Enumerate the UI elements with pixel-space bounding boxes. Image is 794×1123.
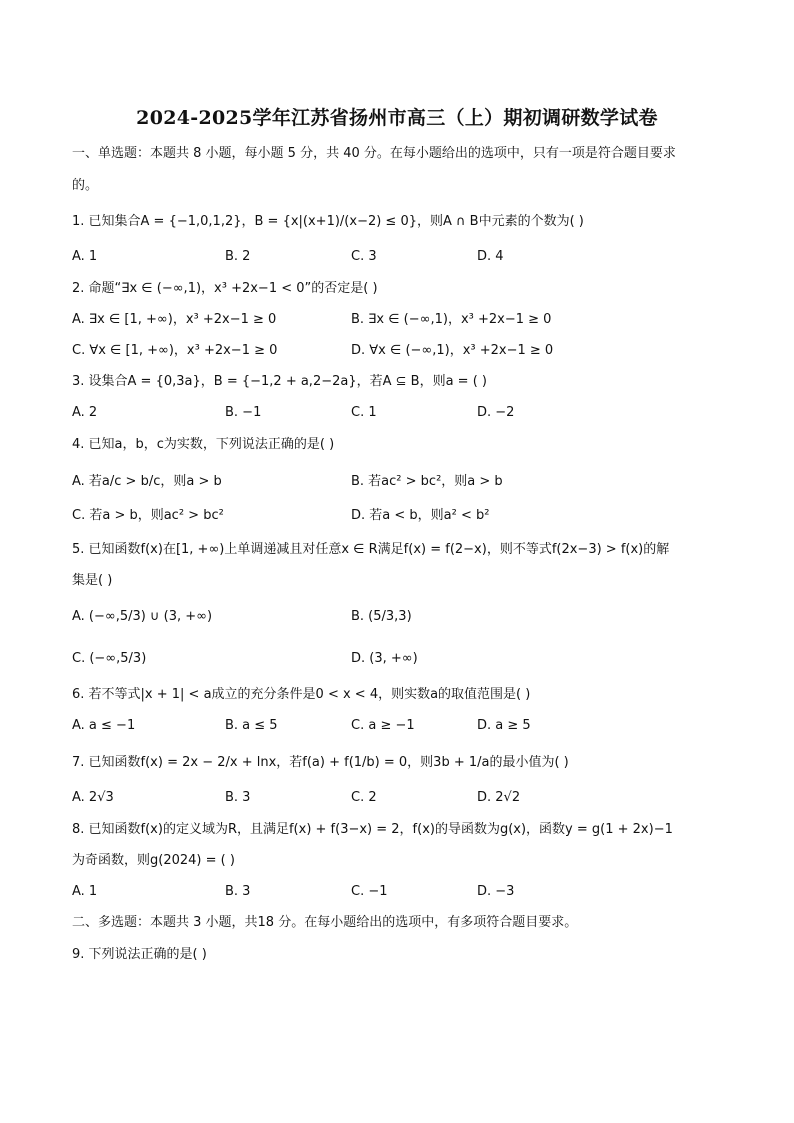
question-3-option-d: D. −2 — [477, 405, 515, 420]
question-5-option-d: D. (3, +∞) — [351, 651, 418, 666]
question-8-option-b: B. 3 — [225, 884, 251, 899]
question-6-option-c: C. a ≥ −1 — [351, 718, 415, 733]
question-8-stem-cont: 为奇函数，则g(2024) = ( ) — [72, 853, 235, 868]
question-1-option-c: C. 3 — [351, 249, 377, 264]
section-1-heading-cont: 的。 — [72, 178, 99, 193]
page-title: 2024-2025学年江苏省扬州市高三（上）期初调研数学试卷 — [136, 107, 658, 129]
question-4-option-c: C. 若a > b，则ac² > bc² — [72, 508, 224, 523]
question-7-option-b: B. 3 — [225, 790, 251, 805]
question-1-option-d: D. 4 — [477, 249, 504, 264]
question-7-option-d: D. 2√2 — [477, 790, 521, 805]
question-6-option-d: D. a ≥ 5 — [477, 718, 531, 733]
question-7-option-c: C. 2 — [351, 790, 377, 805]
question-4-option-a: A. 若a/c > b/c，则a > b — [72, 474, 222, 489]
question-6-option-a: A. a ≤ −1 — [72, 718, 136, 733]
question-3-option-b: B. −1 — [225, 405, 262, 420]
question-2-stem: 2. 命题“∃x ∈ (−∞,1)，x³ +2x−1 < 0”的否定是( ) — [72, 281, 378, 296]
question-5-option-c: C. (−∞,5/3) — [72, 651, 147, 666]
question-8-option-c: C. −1 — [351, 884, 388, 899]
question-6-stem: 6. 若不等式|x + 1| < a成立的充分条件是0 < x < 4，则实数a的取值范围是( ) — [72, 687, 531, 702]
question-5-option-a: A. (−∞,5/3) ∪ (3, +∞) — [72, 609, 213, 624]
question-8-option-a: A. 1 — [72, 884, 98, 899]
question-7-option-a: A. 2√3 — [72, 790, 114, 805]
question-7-stem: 7. 已知函数f(x) = 2x − 2/x + lnx，若f(a) + f(1/b) = 0，则3b + 1/a的最小值为( ) — [72, 755, 569, 770]
question-1-option-b: B. 2 — [225, 249, 251, 264]
question-3-option-a: A. 2 — [72, 405, 98, 420]
question-2-option-c: C. ∀x ∈ [1, +∞)，x³ +2x−1 ≥ 0 — [72, 343, 278, 358]
question-1-stem: 1. 已知集合A = {−1,0,1,2}，B = {x|(x+1)/(x−2) ≤ 0}，则A ∩ B中元素的个数为( ) — [72, 214, 584, 229]
question-6-option-b: B. a ≤ 5 — [225, 718, 278, 733]
question-4-stem: 4. 已知a，b，c为实数，下列说法正确的是( ) — [72, 437, 335, 452]
question-3-option-c: C. 1 — [351, 405, 377, 420]
question-5-stem-cont: 集是( ) — [72, 573, 113, 588]
question-8-option-d: D. −3 — [477, 884, 515, 899]
question-9-stem: 9. 下列说法正确的是( ) — [72, 947, 207, 962]
question-4-option-b: B. 若ac² > bc²，则a > b — [351, 474, 503, 489]
question-2-option-b: B. ∃x ∈ (−∞,1)，x³ +2x−1 ≥ 0 — [351, 312, 552, 327]
question-4-option-d: D. 若a < b，则a² < b² — [351, 508, 490, 523]
question-8-stem: 8. 已知函数f(x)的定义域为R，且满足f(x) + f(3−x) = 2，f(x)的导函数为g(x)，函数y = g(1 + 2x)−1 — [72, 822, 673, 837]
question-5-stem: 5. 已知函数f(x)在[1, +∞)上单调递减且对任意x ∈ R满足f(x) = f(2−x)，则不等式f(2x−3) > f(x)的解 — [72, 542, 670, 557]
question-2-option-d: D. ∀x ∈ (−∞,1)，x³ +2x−1 ≥ 0 — [351, 343, 554, 358]
section-1-heading: 一、单选题：本题共 8 小题，每小题 5 分，共 40 分。在每小题给出的选项中，只有一项是符合题目要求 — [72, 146, 676, 161]
question-3-stem: 3. 设集合A = {0,3a}，B = {−1,2 + a,2−2a}，若A ⊆ B，则a = ( ) — [72, 374, 487, 389]
question-1-option-a: A. 1 — [72, 249, 98, 264]
question-2-option-a: A. ∃x ∈ [1, +∞)，x³ +2x−1 ≥ 0 — [72, 312, 277, 327]
section-2-heading: 二、多选题：本题共 3 小题，共18 分。在每小题给出的选项中，有多项符合题目要求。 — [72, 915, 578, 930]
question-5-option-b: B. (5/3,3) — [351, 609, 412, 624]
